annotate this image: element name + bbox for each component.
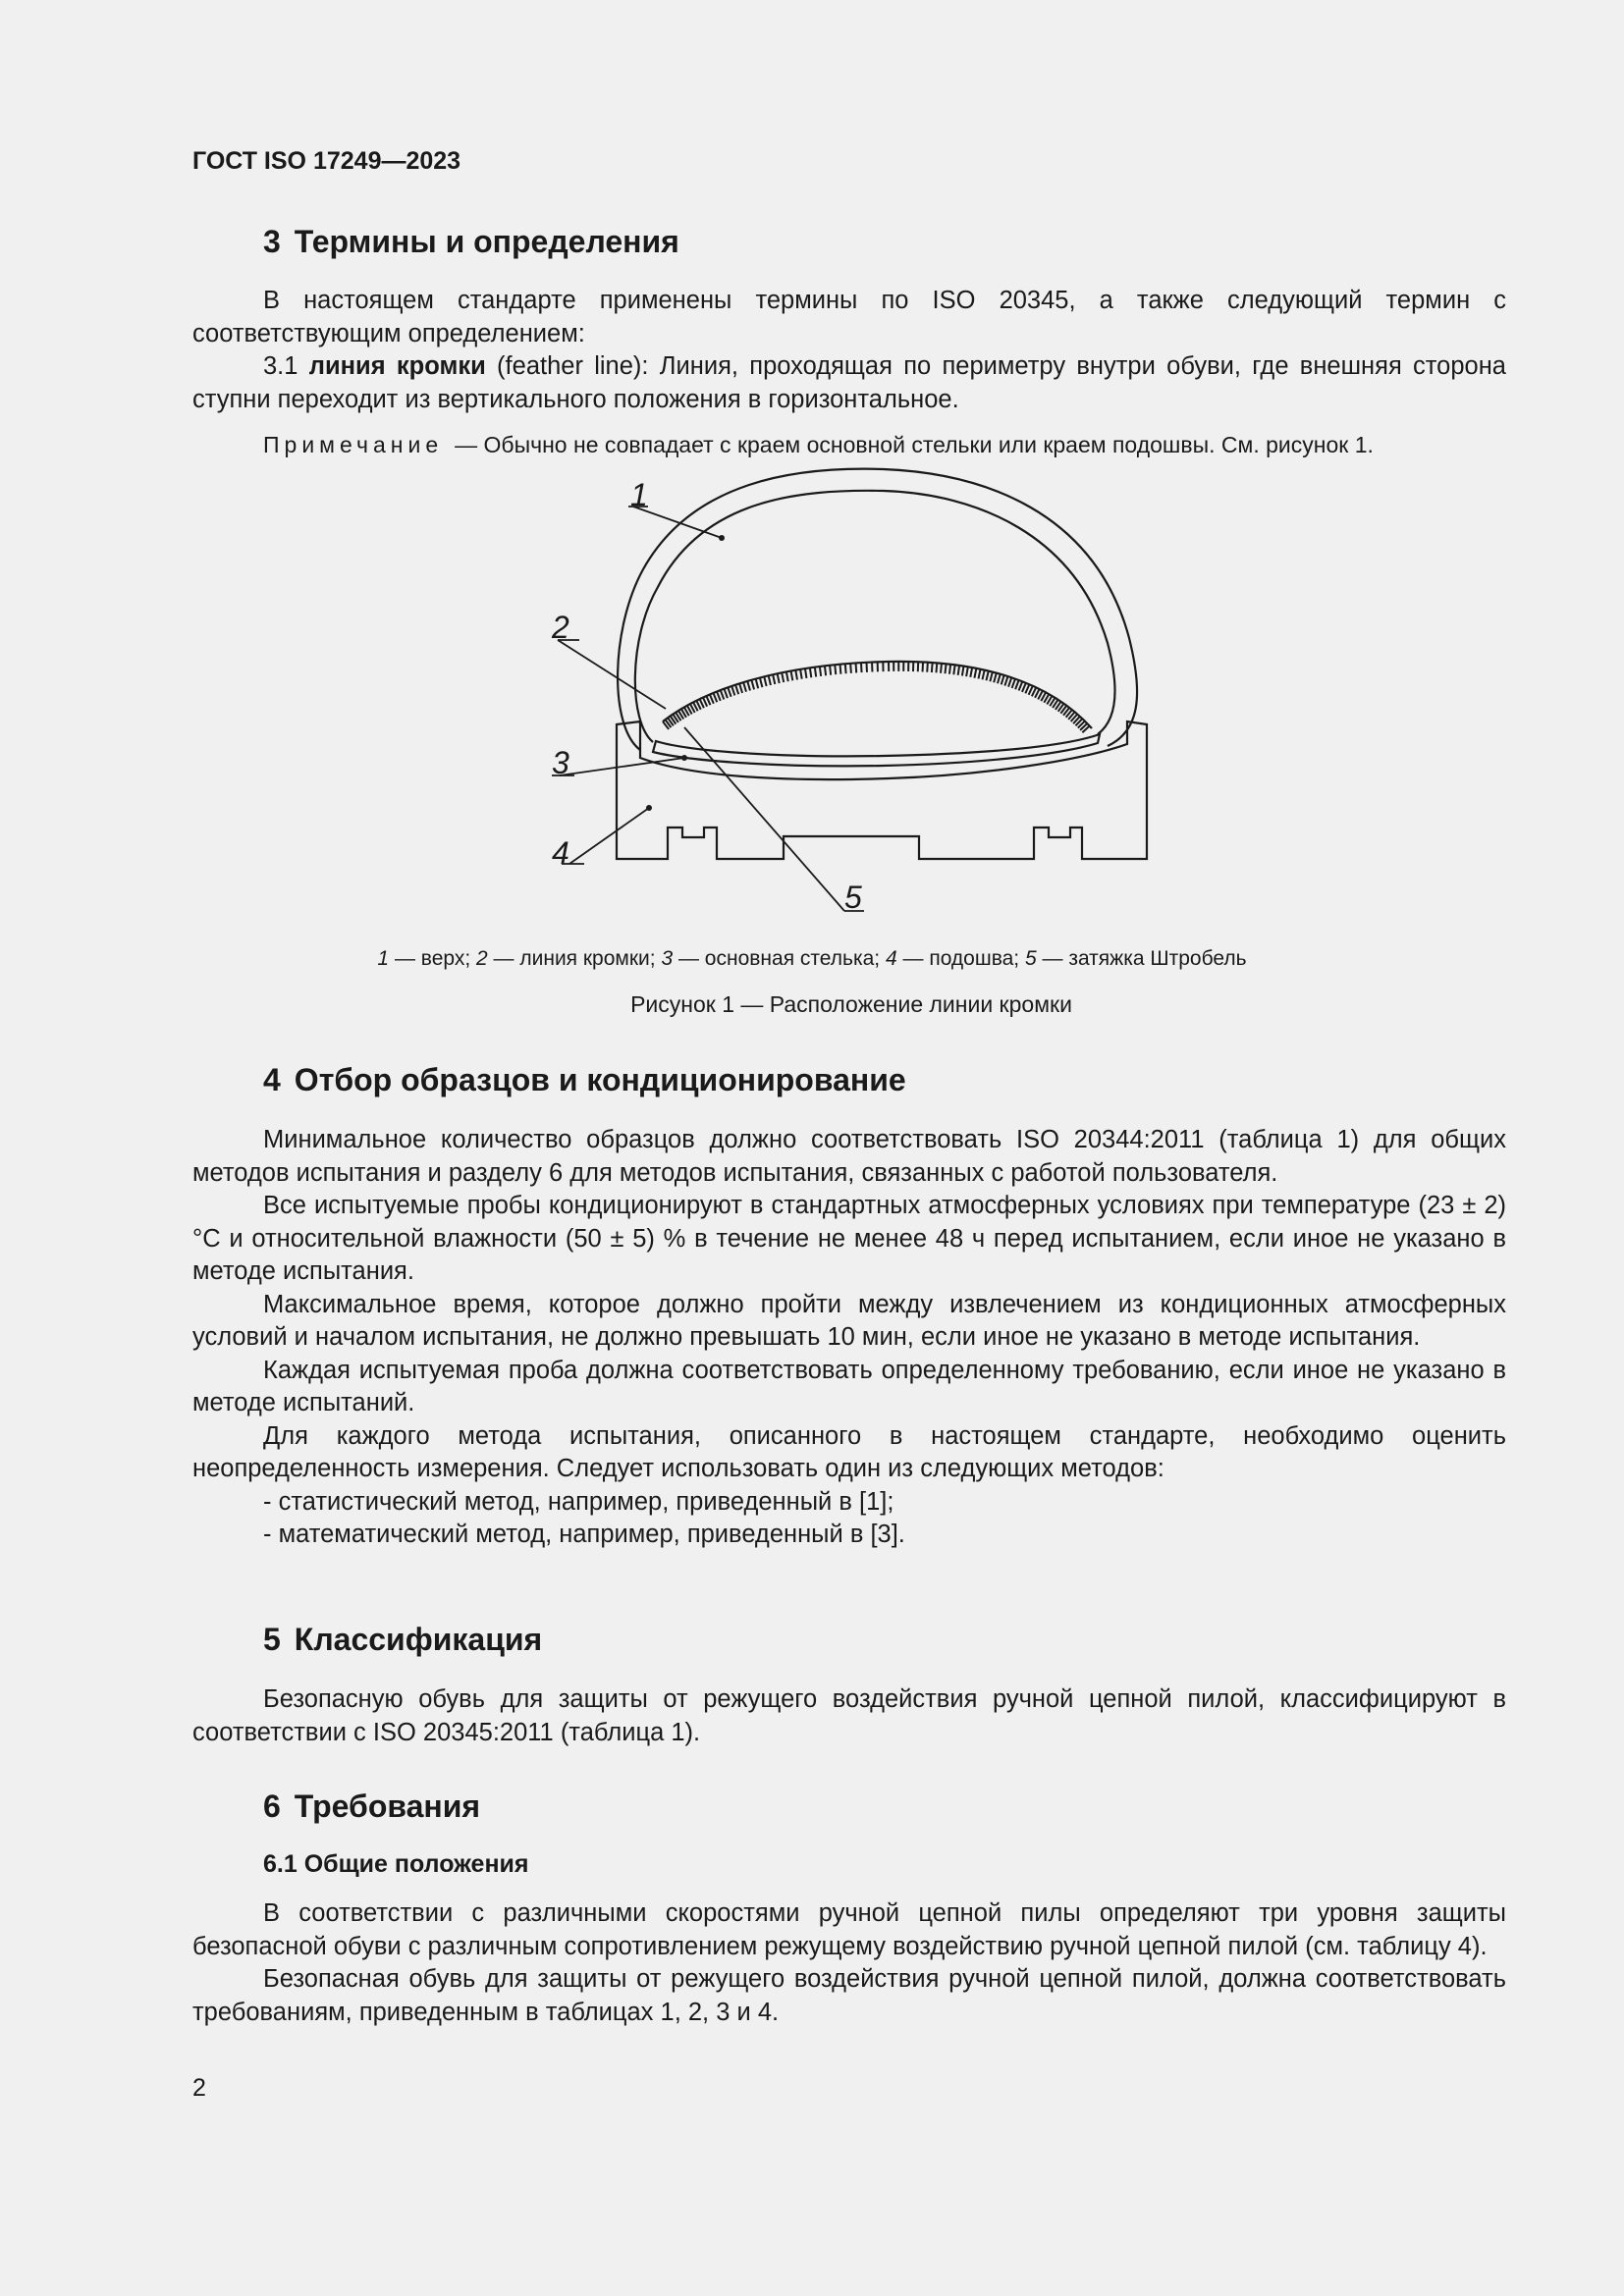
strobel-hatching: [663, 662, 1092, 732]
leader-4: [569, 808, 649, 864]
section-5-title: Классификация: [294, 1622, 543, 1657]
leader-dot-4: [646, 805, 652, 811]
section-4-heading: [263, 1062, 906, 1098]
legend-num-5: 5: [1024, 947, 1037, 970]
section-6-heading: [263, 1789, 480, 1825]
figure-label-3: 3: [552, 745, 569, 780]
figure-label-5: 5: [844, 880, 862, 915]
term-name: линия кромки: [308, 352, 486, 380]
section-5-paragraph: Безопасную обувь для защиты от режущего воздействия ручной цепной пилой, классифицируют в соответствии с ISO 20345:2011 (таблица 1).: [192, 1685, 1506, 1746]
section-3-intro: В настоящем стандарте применены термины по ISO 20345, а также следующий термин с соответствующим определением:: [192, 287, 1506, 347]
section-4-paragraph: Для каждого метода испытания, описанного в настоящем стандарте, необходимо оценить неопределенность измерения. Следует использовать один из следующих методов:: [192, 1421, 1506, 1482]
leader-2: [558, 640, 666, 709]
term-number: 3.1: [263, 352, 298, 380]
figure-1-drawing: [0, 0, 1624, 942]
legend-text-4: — подошва;: [896, 947, 1025, 970]
section-4-paragraph: Каждая испытуемая проба должна соответствовать определенному требованию, если иное не указано в методе испытаний.: [192, 1356, 1506, 1416]
list-item: - статистический метод, например, приведенный в [1];: [263, 1487, 894, 1516]
section-5-number: 5: [263, 1622, 281, 1657]
leader-dot-1: [719, 535, 725, 541]
legend-num-4: 4: [885, 947, 897, 970]
section-5-body: [192, 1683, 1506, 1749]
legend-text-1: — верх;: [389, 947, 476, 970]
term-text: (feather line): Линия, проходящая по периметру внутри обуви, где внешняя сторона ступни переходит из вертикального положения в горизонтальное.: [192, 352, 1506, 413]
figure-label-4: 4: [552, 835, 569, 871]
subsection-6-1-title: 6.1 Общие положения: [263, 1850, 529, 1878]
section-6-title: Требования: [294, 1789, 481, 1824]
legend-num-2: 2: [476, 947, 488, 970]
section-4-body: [192, 1124, 1506, 1552]
figure-label-1: 1: [630, 477, 648, 512]
legend-num-3: 3: [661, 947, 674, 970]
section-3-title: Термины и определения: [294, 224, 679, 259]
page-number: 2: [192, 2074, 206, 2102]
figure-label-2: 2: [552, 610, 569, 645]
section-6-paragraph: Безопасная обувь для защиты от режущего воздействия ручной цепной пилой, должна соответствовать требованиям, приведенным в таблицах 1, 2, 3 и 4.: [192, 1965, 1506, 2026]
section-4-title: Отбор образцов и кондиционирование: [294, 1062, 906, 1097]
section-6-paragraph: В соответствии с различными скоростями ручной цепной пилы определяют три уровня защиты безопасной обуви с различным сопротивлением режущему воздействию ручной цепной пилой (см. таблицу 4).: [192, 1899, 1506, 1960]
section-4-paragraph: Максимальное время, которое должно пройти между извлечением из кондиционных атмосферных условий и началом испытания, не должно превышать 10 мин, если иное не указано в методе испытания.: [192, 1290, 1506, 1351]
section-4-number: 4: [263, 1062, 281, 1097]
section-6-body: [192, 1897, 1506, 2029]
insole: [653, 734, 1100, 766]
section-6-number: 6: [263, 1789, 281, 1824]
note-text: — Обычно не совпадает с краем основной стельки или краем подошвы. См. рисунок 1.: [455, 432, 1374, 457]
section-5-heading: [263, 1622, 542, 1658]
section-4-paragraph: Минимальное количество образцов должно соответствовать ISO 20344:2011 (таблица 1) для общих методов испытания и разделу 6 для методов испытания, связанных с работой пользователя.: [192, 1126, 1506, 1187]
figure-caption: Рисунок 1 — Расположение линии кромки: [630, 991, 1072, 1017]
legend-num-1: 1: [377, 947, 390, 970]
legend-text-2: — линия кромки;: [487, 947, 662, 970]
section-4-paragraph: Все испытуемые пробы кондиционируют в стандартных атмосферных условиях при температуре (23 ± 2) °С и относительной влажности (50 ± 5) % в течение не менее 48 ч перед испытанием, если иное не указано в методе испытания.: [192, 1192, 1506, 1285]
leader-3: [560, 758, 684, 775]
figure-legend: [0, 947, 1624, 971]
section-3-number: 3: [263, 224, 281, 259]
note-label: Примечание: [263, 432, 444, 457]
document-header: ГОСТ ISO 17249—2023: [192, 147, 461, 175]
legend-text-5: — затяжка Штробель: [1036, 947, 1247, 970]
legend-text-3: — основная стелька;: [673, 947, 886, 970]
leader-dot-3: [681, 755, 687, 761]
list-item: - математический метод, например, приведенный в [3].: [263, 1521, 905, 1548]
